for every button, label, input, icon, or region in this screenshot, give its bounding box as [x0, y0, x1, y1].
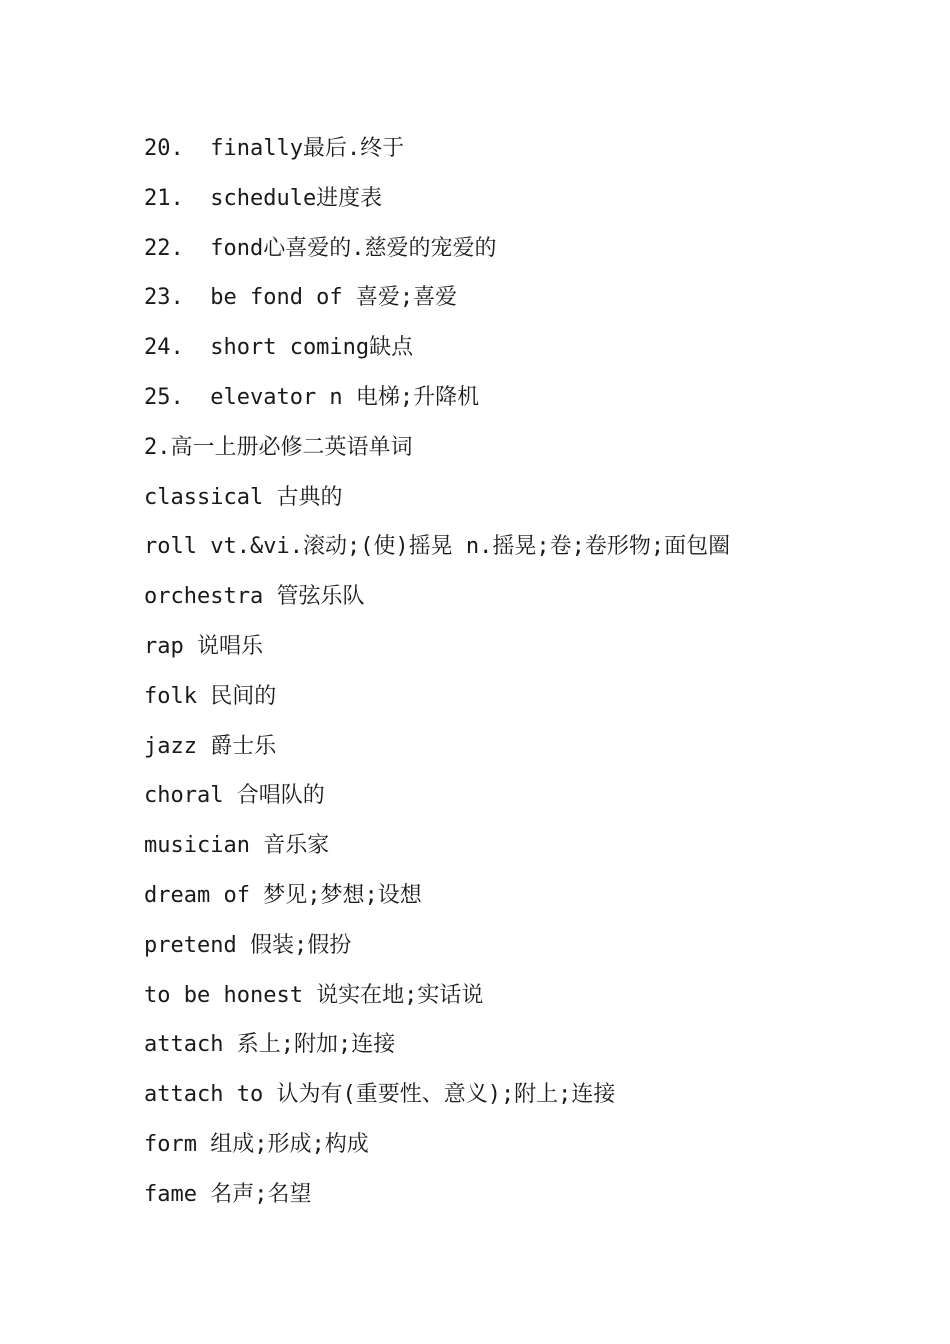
text-line: roll vt.&vi.滚动;(使)摇晃 n.摇晃;卷;卷形物;面包圈 — [144, 534, 731, 560]
text-line: jazz 爵士乐 — [144, 733, 277, 759]
text-line: classical 古典的 — [144, 484, 343, 510]
text-line: rap 说唱乐 — [144, 633, 263, 659]
text-line: 24. short coming缺点 — [144, 335, 414, 361]
vocabulary-list — [144, 130, 904, 1226]
section-heading: 2.高一上册必修二英语单词 — [144, 434, 413, 460]
text-line: attach 系上;附加;连接 — [144, 1032, 396, 1058]
text-line: orchestra 管弦乐队 — [144, 584, 365, 610]
text-line: to be honest 说实在地;实话说 — [144, 982, 484, 1008]
text-line: 25. elevator n 电梯;升降机 — [144, 384, 480, 410]
text-line: attach to 认为有(重要性、意义);附上;连接 — [144, 1082, 616, 1108]
text-line: pretend 假装;假扮 — [144, 932, 352, 958]
text-line: musician 音乐家 — [144, 833, 330, 859]
text-line: 20. finally最后.终于 — [144, 136, 405, 161]
text-line: 22. fond心喜爱的.慈爱的宠爱的 — [144, 235, 497, 261]
text-line: choral 合唱队的 — [144, 783, 325, 809]
text-line: 21. schedule进度表 — [144, 185, 383, 211]
text-line: folk 民间的 — [144, 683, 277, 709]
text-line: form 组成;形成;构成 — [144, 1131, 369, 1157]
text-line: 23. be fond of 喜爱;喜爱 — [144, 285, 458, 311]
text-line: dream of 梦见;梦想;设想 — [144, 882, 422, 908]
text-line: fame 名声;名望 — [144, 1181, 312, 1207]
